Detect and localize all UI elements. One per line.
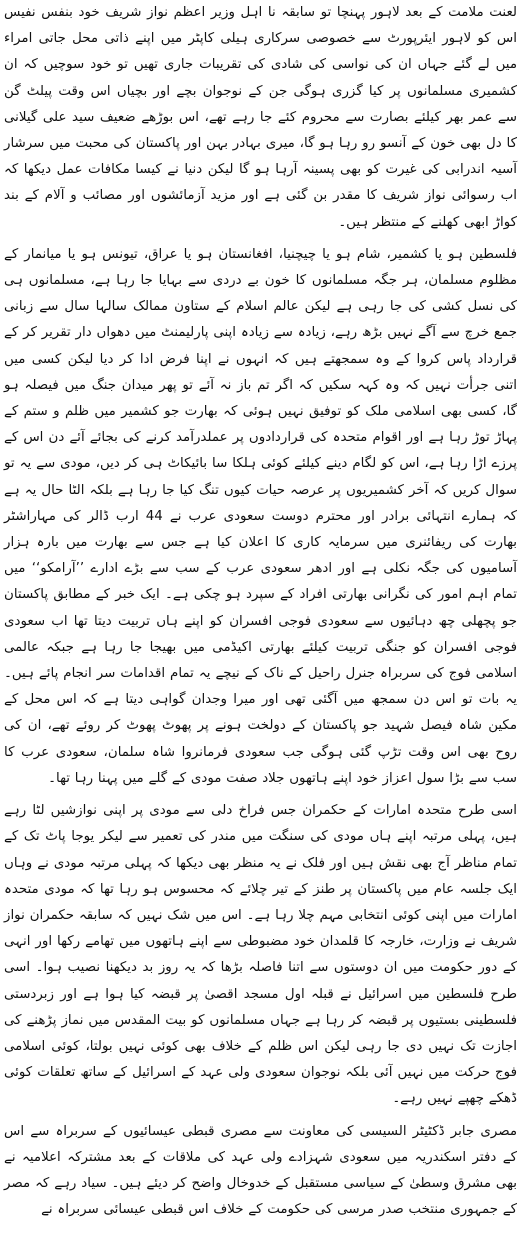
article-paragraph-1: لعنت ملامت کے بعد لاہور پہنچا تو سابقہ نا اہل وزیر اعظم نواز شریف خود بنفس نفیس اس کو لاہور ایئرپورٹ سے خصوصی سرکاری ہیلی کاپٹر میں اپنے ذاتی محل جاتی امراء میں لے گئے جہاں ان کی نواسی کی شادی کی تقریبات جاری تھیں تو خود سوچیں کہ ان کشمیری مسلمانوں پر کیا گزری ہوگی جن کے نوجوان بچے اور بچیاں اس وقت پیلٹ گن سے عمر بھر کیلئے بصارت سے محروم کئے جا رہے تھے، اس بوڑھے ضعیف سید علی گیلانی کا دل بھی خون کے آنسو رو رہا ہو گا، میری بہادر بہن اور پاکستان کی محبت میں سرشار آسیہ اندرابی کی غیرت کو بھی پسینہ آرہا ہو گا لیکن دنیا نے کیسا مکافات عمل دیکھا کہ اب رسوائی نواز شریف کا مقدر بن گئی ہے اور مزید آزمائشوں اور مصائب و آلام کے بند کواڑ ابھی کھلنے کے منتظر ہیں۔ — [4, 5, 517, 230]
article-paragraph-2: فلسطین ہو یا کشمیر، شام ہو یا چیچنیا، افغانستان ہو یا عراق، تیونس ہو یا میانمار کے مظلوم مسلمان، ہر جگہ مسلمانوں کا خون بے دردی سے بہایا جا رہا ہے، مسلمانوں ہی کی نسل کشی کی جا رہی ہے لیکن عالم اسلام کے ستاون ممالک سالہا سال سے زبانی جمع خرچ سے آگے نہیں بڑھ رہے، زیادہ سے زیادہ اپنی پارلیمنٹ میں دھواں دار تقریر کر کے قرارداد پاس کروا کے وہ سمجھتے ہیں کہ انہوں نے اپنا فرض ادا کر دیا لیکن کسی میں اتنی جرأت نہیں کہ وہ کہہ سکیں کہ اگر تم باز نہ آئے تو پھر میدان جنگ میں فیصلہ ہو گا، کسی بھی اسلامی ملک کو توفیق نہیں ہوئی کہ بھارت جو کشمیر میں ظلم و ستم کے پہاڑ توڑ رہا ہے اور اقوام متحدہ کی قراردادوں پر عملدرآمد کرنے کی بجائے آئے دن اس کے پرزے اڑا رہا ہے، اس کو لگام دینے کیلئے کوئی ہلکا سا بائیکاٹ ہی کر دیں، مودی سے یہ تو سوال کریں کہ آخر کشمیریوں پر عرصہ حیات کیوں تنگ کیا جا رہا ہے بلکہ الٹا حال یہ ہے کہ ہمارے انتہائی برادر اور محترم دوست سعودی عرب نے 44 ارب ڈالر کی مہاراشٹر بھارت کی ریفائنری میں سرمایہ کاری کا اعلان کیا ہے جس سے بھارت میں بارہ ہزار آسامیوں کی جگہ نکلی ہے اور ادھر سعودی عرب کے سب سے بڑے ادارے ’’آرامکو‘‘ میں تمام اہم امور کی نگرانی بھارتی افراد کے سپرد ہو چکی ہے۔ ایک خبر کے مطابق پاکستان جو پچھلی چھ دہائیوں سے سعودی فوجی افسران کو اپنے ہاں تربیت دیتا تھا اب سعودی فوجی افسران کو جنگی تربیت کیلئے بھارتی اکیڈمی میں بھیجا جا رہا ہے جبکہ عالمی اسلامی فوج کی سربراہ جنرل راحیل کے ناک کے نیچے یہ تمام اقدامات سر انجام پائے ہیں۔ یہ بات تو اس دن سمجھ میں آگئی تھی اور میرا وجدان گواہی دیتا ہے کہ اس محل کے مکین شاہ فیصل شہید جو پاکستان کے دولخت ہونے پر پھوٹ پھوٹ کر روئے تھے، ان کی روح بھی اس وقت تڑپ گئی ہوگی جب سعودی فرمانروا شاہ سلمان، سعودی عرب کا سب سے بڑا سول اعزاز خود اپنے ہاتھوں جلاد صفت مودی کے گلے میں پہنا رہا تھا۔ — [4, 246, 517, 786]
article-paragraph-4: مصری جابر ڈکٹیٹر السیسی کی معاونت سے مصری قبطی عیسائیوں کے سربراہ سے اس کے دفتر اسکندریہ میں سعودی شہزادے ولی عہد کی ملاقات کے بعد مشترکہ اعلامیہ نے بھی مشرق وسطیٰ کے سیاسی مستقبل کے خدوخال واضح کر دیئے ہیں۔ سیاد رہے کہ مصر کے جمہوری منتخب صدر مرسی کی حکومت کے خلاف اس قبطی عیسائی سربراہ نے — [4, 1123, 517, 1218]
article-paragraph-3: اسی طرح متحدہ امارات کے حکمران جس فراخ دلی سے مودی پر اپنی نوازشیں لٹا رہے ہیں، پہلی مرتبہ اپنے ہاں مودی کی سنگت میں مندر کی تعمیر سے لیکر یوجا پاٹ تک کے تمام مناظر آج بھی نقش ہیں اور فلک نے یہ منظر بھی دیکھا کہ پہلی مرتبہ مودی نے وہاں ایک جلسہ عام میں پاکستان پر طنز کے تیر چلائے کہ محسوس ہو رہا تھا کہ مودی متحدہ امارات میں اپنی کوئی انتخابی مہم چلا رہا ہے۔ اس میں شک نہیں کہ سابقہ حکمران نواز شریف نے وزارت، خارجہ کا قلمدان خود مضبوطی سے اپنے ہاتھوں میں تھامے رکھا اور انہی کے دور حکومت میں ان دوستوں سے اتنا فاصلہ بڑھا کہ یہ روز بد دیکھنا نصیب ہوا۔ اسی طرح فلسطین میں اسرائیل نے قبلہ اول مسجد اقصیٰ پر قبضہ کیا ہوا ہے اور زبردستی فلسطینی بستیوں پر قبضہ کر رہا ہے جہاں مسلمانوں کو بیت المقدس میں نماز پڑھنے کی اجازت تک نہیں دی جا رہی لیکن اس ظلم کے خلاف بھی کوئی نہیں بولتا، کوئی اسلامی فوج حرکت میں نہیں آئی بلکہ نوجوان سعودی ولی عہد کے اسرائیل کے ساتھ تعلقات کوئی ڈھکے چھپے نہیں رہے۔ — [4, 803, 517, 1107]
